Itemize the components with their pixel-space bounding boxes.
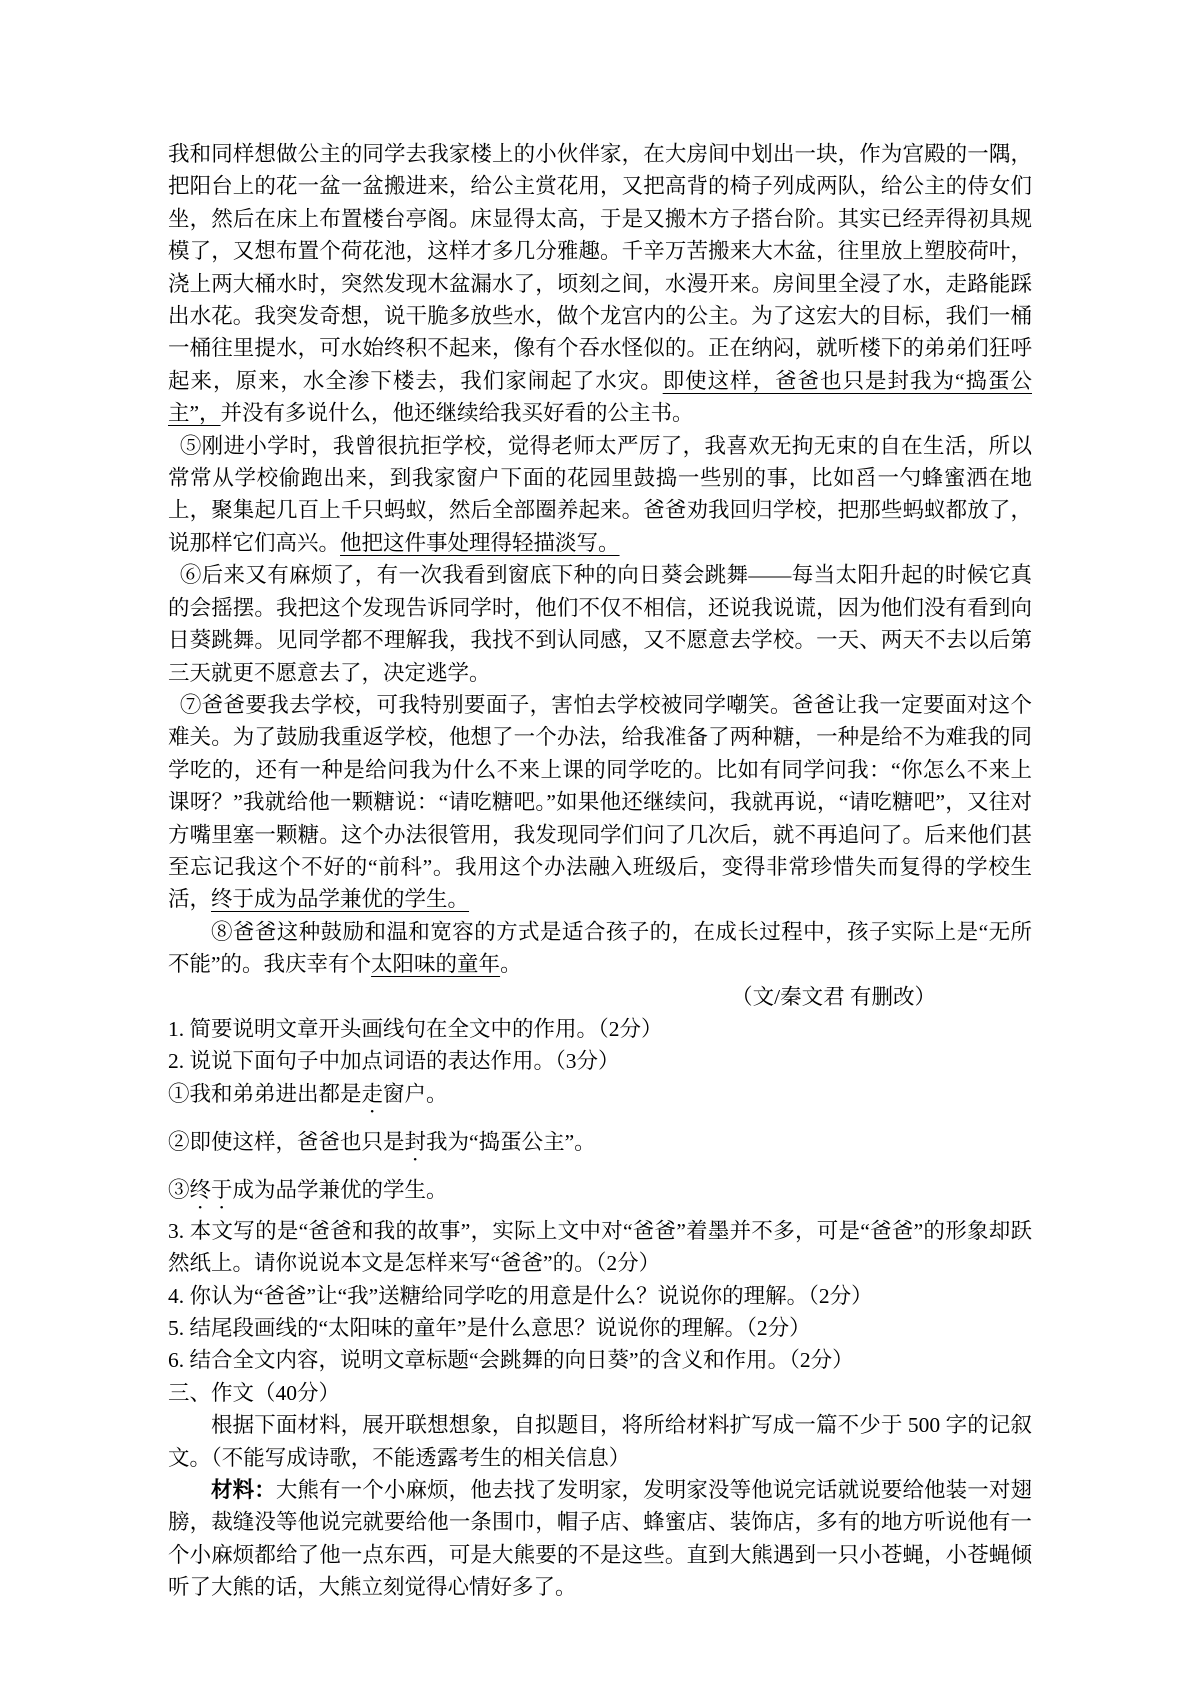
dotted-word: 封: [404, 1129, 427, 1154]
material-text: 大熊有一个小麻烦，他去找了发明家，发明家没等他说完话就说要给他装一对翅膀，裁缝没等他说完就要给他一条围巾，帽子店、蜂蜜店、装饰店，多有的地方听说他有一个小麻烦都给了他一点东西，可是大熊要的不是这些。直到大熊遇到一只小苍蝇，小苍蝇倾听了大熊的话，大熊立刻觉得心情好多了。: [168, 1478, 1032, 1600]
passage-text: ⑤刚进小学时，我曾很抗拒学校，觉得老师太严厉了，我喜欢无拘无束的自在生活，所以常常从学校偷跑出来，到我家窗户下面的花园里鼓捣一些别的事，比如舀一勺蜂蜜洒在地上，聚集起几百上千只蚂蚁，然后全部圈养起来。爸爸劝我回归学校，把那些蚂蚁都放了，说那样它们高兴。: [168, 433, 1032, 555]
sentence-text: ②即使这样，爸爸也只是: [168, 1129, 405, 1154]
passage-paragraph-5: [168, 430, 1032, 560]
passage-text: 我和同样想做公主的同学去我家楼上的小伙伴家，在大房间中划出一块，作为宫殿的一隅，把阳台上的花一盆一盆搬进来，给公主赏花用，又把高背的椅子列成两队，给公主的侍女们坐，然后在床上布置楼台亭阁。床显得太高，于是又搬木方子搭台阶。其实已经弄得初具规模了，又想布置个荷花池，这样才多几分雅趣。千辛万苦搬来大木盆，往里放上塑胶荷叶，浇上两大桶水时，突然发现木盆漏水了，顷刻之间，水漫开来。房间里全浸了水，走路能踩出水花。我突发奇想，说干脆多放些水，做个龙宫内的公主。为了这宏大的目标，我们一桶一桶往里提水，可水始终积不起来，像有个吞水怪似的。正在纳闷，就听楼下的弟弟们狂呼起来，原来，水全渗下楼去，我们家闹起了水灾。: [168, 142, 1032, 393]
question-2: 2. 说说下面句子中加点词语的表达作用。（3分）: [168, 1049, 620, 1074]
sentence-text: 窗户。: [383, 1081, 448, 1106]
underlined-sentence: 终于成为品学兼优的学生。: [211, 887, 470, 912]
passage-text: ⑧爸爸这种鼓励和温和宽容的方式是适合孩子的，在成长过程中，孩子实际上是“无所不能”的。我庆幸有个: [168, 919, 1032, 977]
question-1: 1. 简要说明文章开头画线句在全文中的作用。（2分）: [168, 1016, 663, 1041]
exam-page-content: [168, 138, 1032, 1604]
passage-text: 并没有多说什么，他还继续给我买好看的公主书。: [220, 401, 694, 426]
question-4: 4. 你认为“爸爸”让“我”送糖给同学吃的用意是什么？说说你的理解。（2分）: [168, 1283, 873, 1308]
dotted-word: 终于: [189, 1177, 233, 1202]
question-6: 6. 结合全文内容，说明文章标题“会跳舞的向日葵”的含义和作用。（2分）: [168, 1348, 854, 1373]
passage-paragraph-8: [168, 916, 1032, 981]
passage-paragraph-6: ⑥后来又有麻烦了，有一次我看到窗底下种的向日葵会跳舞——每当太阳升起的时候它真的会摇摆。我把这个发现告诉同学时，他们不仅不相信，还说我说谎，因为他们没有看到向日葵跳舞。见同学都不理解我，我找不到认同感，又不愿意去学校。一天、两天不去以后第三天就更不愿意去了，决定逃学。: [168, 563, 1032, 685]
question-2-item-1: [168, 1078, 1032, 1119]
passage-text: ⑦爸爸要我去学校，可我特别要面子，害怕去学校被同学嘲笑。爸爸让我一定要面对这个难关。为了鼓励我重返学校，他想了一个办法，给我准备了两种糖，一种是给不为难我的同学吃的，还有一种是给问我为什么不来上课的同学吃的。比如有同学问我：“你怎么不来上课呀？”我就给他一颗糖说：“请吃糖吧。”如果他还继续问，我就再说，“请吃糖吧”，又往对方嘴里塞一颗糖。这个办法很管用，我发现同学们问了几次后，就不再追问了。后来他们甚至忘记我这个不好的“前科”。我用这个办法融入班级后，变得非常珍惜失而复得的学校生活，: [168, 692, 1033, 912]
material-paragraph: [168, 1474, 1032, 1604]
underlined-sentence: 他把这件事处理得轻描淡写。: [340, 530, 620, 555]
author-attribution: （文/秦文君 有删改）: [731, 984, 936, 1009]
dotted-word: 走: [361, 1081, 384, 1106]
sentence-text: 我为“捣蛋公主”。: [426, 1129, 596, 1154]
underlined-sentence: 即使这样，爸爸也只是封我为“捣蛋公主”，: [168, 368, 1032, 426]
material-label: 材料：: [211, 1478, 276, 1503]
sentence-text: ①我和弟弟进出都是: [168, 1081, 362, 1106]
passage-text: 。: [500, 952, 522, 977]
sentence-text: ③: [168, 1177, 190, 1202]
question-2-item-2: [168, 1126, 1032, 1167]
sentence-text: 成为品学兼优的学生。: [232, 1177, 448, 1202]
question-5: 5. 结尾段画线的“太阳味的童年”是什么意思？说说你的理解。（2分）: [168, 1316, 811, 1340]
question-3: 3. 本文写的是“爸爸和我的故事”，实际上文中对“爸爸”着墨并不多，可是“爸爸”的形象却跃然纸上。请你说说本文是怎样来写“爸爸”的。（2分）: [168, 1218, 1032, 1276]
passage-paragraph-intro: [168, 138, 1032, 430]
section-3-heading: 三、作文（40分）: [168, 1380, 341, 1405]
underlined-phrase: 太阳味的童年: [371, 952, 501, 977]
passage-paragraph-7: [168, 689, 1032, 916]
composition-instruction: 根据下面材料，展开联想想象，自拟题目，将所给材料扩写成一篇不少于 500 字的记叙文。（不能写成诗歌，不能透露考生的相关信息）: [168, 1413, 1032, 1470]
question-2-item-3: [168, 1174, 1032, 1215]
